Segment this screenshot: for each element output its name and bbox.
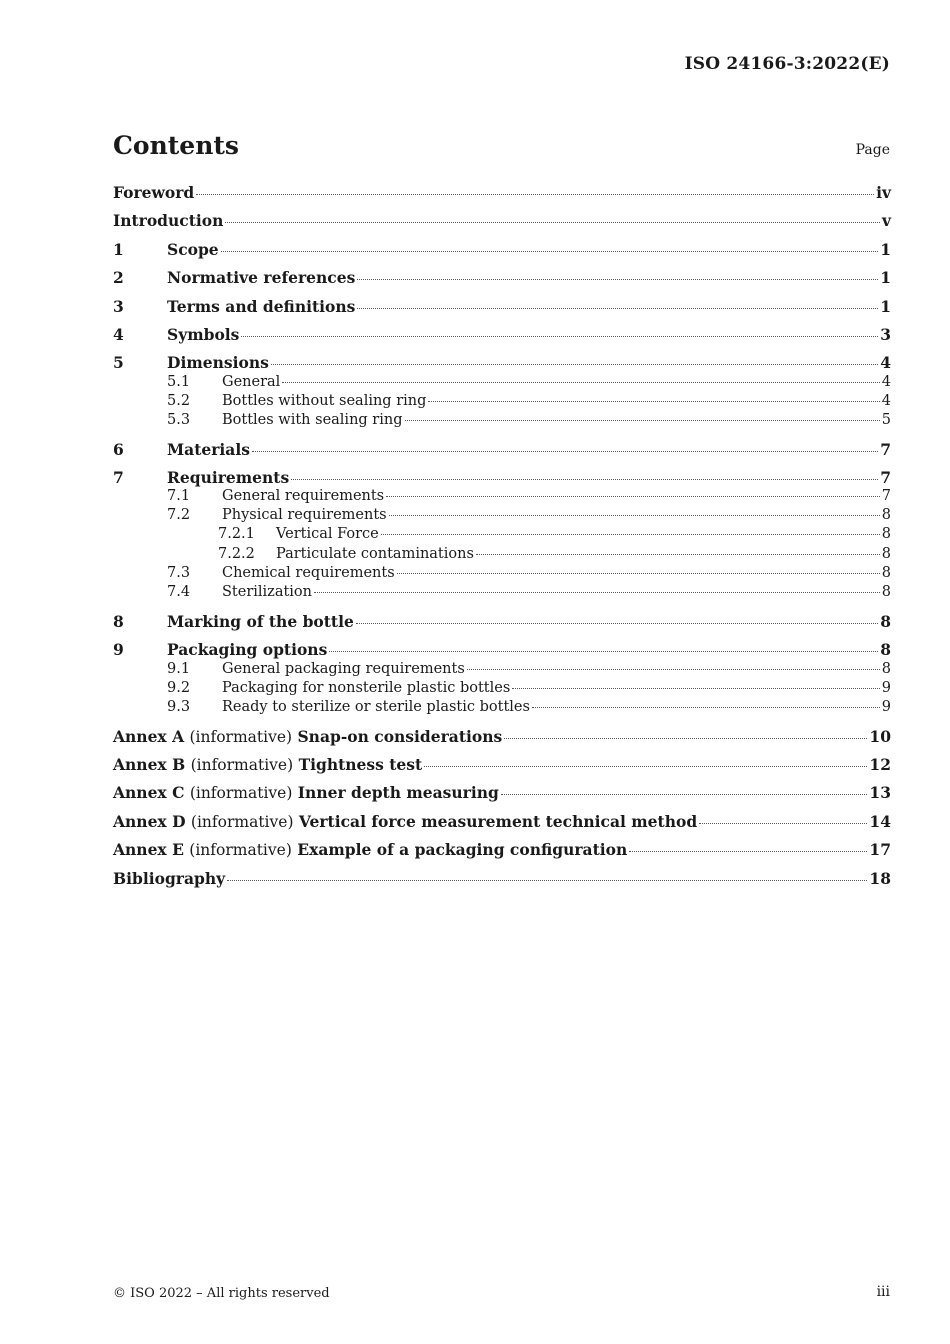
toc-entry[interactable] — [113, 812, 891, 831]
annex-label: Annex E — [113, 840, 184, 859]
toc-entry-page: 9 — [881, 699, 891, 715]
toc-entry-title: Materials — [167, 440, 250, 459]
toc-entry-number: 9.1 — [167, 661, 191, 677]
toc-entry[interactable] — [113, 211, 891, 230]
dot-leader — [532, 707, 880, 708]
dot-leader — [241, 336, 878, 337]
toc-entry-title: Chemical requirements — [222, 565, 395, 581]
toc-entry-page: 14 — [869, 812, 891, 831]
annex-title: Inner depth measuring — [297, 783, 499, 802]
toc-entry-number: 2 — [113, 268, 124, 287]
annex-type: (informative) — [190, 813, 294, 831]
toc-entry[interactable] — [113, 412, 891, 428]
toc-entry[interactable] — [113, 869, 891, 888]
toc-entry-page: 18 — [869, 869, 891, 888]
dot-leader — [356, 623, 878, 624]
toc-entry[interactable] — [113, 584, 891, 600]
dot-leader — [424, 766, 867, 767]
toc-entry-number: 3 — [113, 297, 124, 316]
toc-entry[interactable] — [113, 507, 891, 523]
toc-entry-page: 7 — [881, 488, 891, 504]
toc-entry-number: 7.2.1 — [218, 526, 255, 542]
toc-entry-page: 1 — [880, 240, 891, 259]
toc-entry[interactable] — [113, 297, 891, 316]
toc-entry-page: 4 — [881, 393, 891, 409]
toc-entry-number: 5 — [113, 353, 124, 372]
toc-entry-page: v — [881, 211, 891, 230]
toc-entry[interactable] — [113, 699, 891, 715]
toc-entry-page: 8 — [881, 526, 891, 542]
toc-entry-title: Foreword — [113, 183, 195, 202]
annex-label: Annex A — [113, 727, 185, 746]
footer-page-number: iii — [876, 1284, 890, 1300]
toc-entry-title — [113, 727, 502, 746]
toc-entry-page: 3 — [880, 325, 891, 344]
toc-entry-number: 7.1 — [167, 488, 191, 504]
annex-type: (informative) — [189, 841, 292, 859]
toc-entry[interactable] — [113, 680, 891, 696]
toc-entry-title: General packaging requirements — [222, 661, 465, 677]
toc-entry[interactable] — [113, 612, 891, 631]
dot-leader — [196, 194, 874, 195]
dot-leader — [386, 496, 880, 497]
dot-leader — [389, 515, 880, 516]
toc-entry[interactable] — [113, 840, 891, 859]
toc-entry-title: Terms and definitions — [167, 297, 356, 316]
toc-entry-title: Introduction — [113, 211, 224, 230]
toc-entry-number: 5.2 — [167, 393, 191, 409]
document-id: ISO 24166-3:2022(E) — [684, 54, 890, 74]
toc-entry-page: 9 — [881, 680, 891, 696]
toc-entry-title: Requirements — [167, 468, 290, 487]
toc-entry-title: Sterilization — [222, 584, 313, 600]
dot-leader — [357, 279, 878, 280]
page-column-label: Page — [855, 142, 890, 158]
dot-leader — [397, 573, 880, 574]
toc-entry-page: 5 — [881, 412, 891, 428]
dot-leader — [271, 364, 878, 365]
toc-entry-title: Marking of the bottle — [167, 612, 354, 631]
dot-leader — [291, 479, 878, 480]
dot-leader — [504, 738, 867, 739]
toc-entry-page: 8 — [881, 546, 891, 562]
toc-entry-number: 9.2 — [167, 680, 191, 696]
annex-title: Tightness test — [298, 755, 423, 774]
toc-entry-number: 1 — [113, 240, 124, 259]
toc-entry-page: 8 — [881, 661, 891, 677]
toc-entry-page: 8 — [880, 612, 891, 631]
dot-leader — [629, 851, 867, 852]
footer-copyright: © ISO 2022 – All rights reserved — [113, 1286, 330, 1301]
toc-entry-page: 10 — [869, 727, 891, 746]
contents-title: Contents — [113, 131, 240, 160]
toc-entry-number: 7.2.2 — [218, 546, 255, 562]
toc-entry[interactable] — [113, 565, 891, 581]
toc-entry-title: Dimensions — [167, 353, 269, 372]
annex-label: Annex D — [113, 812, 186, 831]
toc-entry[interactable] — [113, 546, 891, 562]
dot-leader — [428, 401, 879, 402]
toc-entry-page: 13 — [869, 783, 891, 802]
dot-leader — [282, 382, 879, 383]
dot-leader — [252, 451, 878, 452]
toc-entry[interactable] — [113, 353, 891, 372]
toc-entry[interactable] — [113, 325, 891, 344]
toc-entry-number: 6 — [113, 440, 124, 459]
toc-entry-title: Physical requirements — [222, 507, 387, 523]
dot-leader — [314, 592, 880, 593]
annex-type: (informative) — [189, 728, 293, 746]
toc-entry-title — [113, 840, 627, 859]
toc-entry-page: 8 — [881, 584, 891, 600]
toc-entry-title: Scope — [167, 240, 219, 259]
dot-leader — [221, 251, 879, 252]
toc-entry-page: 4 — [881, 374, 891, 390]
toc-entry-page: 8 — [880, 640, 891, 659]
toc-entry[interactable] — [113, 640, 891, 659]
toc-entry-title: Packaging for nonsterile plastic bottles — [222, 680, 511, 696]
dot-leader — [476, 554, 880, 555]
toc-entry-title: General requirements — [222, 488, 385, 504]
toc-entry-title: Particulate contaminations — [276, 546, 474, 562]
toc-entry-number: 8 — [113, 612, 124, 631]
toc-entry-page: 4 — [880, 353, 891, 372]
toc-entry-page: iv — [876, 183, 891, 202]
toc-entry[interactable] — [113, 240, 891, 259]
dot-leader — [329, 651, 878, 652]
toc-entry-number: 4 — [113, 325, 124, 344]
toc-entry[interactable] — [113, 783, 891, 802]
toc-entry[interactable] — [113, 727, 891, 746]
dot-leader — [381, 534, 880, 535]
toc-entry-title: Vertical Force — [276, 526, 379, 542]
annex-title: Example of a packaging configuration — [297, 840, 628, 859]
toc-entry-title: Bottles without sealing ring — [222, 393, 427, 409]
annex-label: Annex B — [113, 755, 186, 774]
toc-entry[interactable] — [113, 374, 891, 390]
toc-entry[interactable] — [113, 268, 891, 287]
toc-entry-title: Ready to sterilize or sterile plastic bottles — [222, 699, 530, 715]
toc-entry-title — [113, 783, 499, 802]
toc-entry-title: General — [222, 374, 281, 390]
toc-entry-page: 17 — [869, 840, 891, 859]
toc-entry-title — [113, 755, 422, 774]
toc-entry[interactable] — [113, 183, 891, 202]
dot-leader — [405, 420, 880, 421]
annex-title: Snap-on considerations — [297, 727, 503, 746]
toc-entry-page: 12 — [869, 755, 891, 774]
toc-entry-title: Normative references — [167, 268, 356, 287]
toc-entry-number: 9 — [113, 640, 124, 659]
toc-entry-page: 7 — [880, 440, 891, 459]
toc-entry-number: 5.1 — [167, 374, 191, 390]
toc-entry-number: 9.3 — [167, 699, 191, 715]
toc-entry-page: 1 — [880, 297, 891, 316]
dot-leader — [699, 823, 867, 824]
toc-entry-title: Symbols — [167, 325, 240, 344]
dot-leader — [225, 222, 880, 223]
dot-leader — [357, 308, 878, 309]
annex-title: Vertical force measurement technical method — [298, 812, 698, 831]
toc-entry-page: 8 — [881, 565, 891, 581]
toc-entry-number: 7 — [113, 468, 124, 487]
toc-entry[interactable] — [113, 468, 891, 487]
dot-leader — [512, 688, 880, 689]
toc-entry-page: 8 — [881, 507, 891, 523]
dot-leader — [467, 669, 880, 670]
toc-entry-title: Bibliography — [113, 869, 226, 888]
toc-entry[interactable] — [113, 488, 891, 504]
toc-entry-number: 7.4 — [167, 584, 191, 600]
annex-type: (informative) — [190, 756, 294, 774]
toc-entry-title — [113, 812, 697, 831]
toc-entry[interactable] — [113, 393, 891, 409]
toc-entry-number: 7.2 — [167, 507, 191, 523]
toc-entry[interactable] — [113, 440, 891, 459]
toc-entry-page: 1 — [880, 268, 891, 287]
toc-entry[interactable] — [113, 661, 891, 677]
annex-label: Annex C — [113, 783, 185, 802]
dot-leader — [227, 880, 867, 881]
toc-entry-number: 7.3 — [167, 565, 191, 581]
toc-entry-page: 7 — [880, 468, 891, 487]
dot-leader — [501, 794, 868, 795]
toc-entry-title: Bottles with sealing ring — [222, 412, 403, 428]
toc-entry[interactable] — [113, 526, 891, 542]
annex-type: (informative) — [189, 784, 293, 802]
toc-entry-title: Packaging options — [167, 640, 328, 659]
toc-entry-number: 5.3 — [167, 412, 191, 428]
toc-entry[interactable] — [113, 755, 891, 774]
